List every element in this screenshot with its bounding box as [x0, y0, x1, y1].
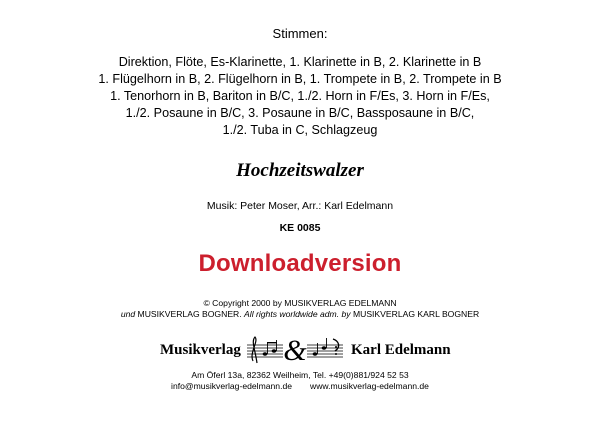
rights-bogner: MUSIKVERLAG BOGNER.	[135, 309, 245, 319]
logo-text-musikverlag: Musikverlag	[160, 342, 241, 358]
instrument-line: 1. Tenorhorn in B, Bariton in B/C, 1./2. Horn in F/Es, 3. Horn in F/Es,	[110, 89, 490, 103]
address-line: Am Öferl 13a, 82362 Weilheim, Tel. +49(0)881/924 52 53	[191, 370, 409, 380]
publisher-logo	[0, 333, 600, 367]
rights-adm: All rights worldwide adm. by	[244, 309, 351, 319]
piece-title: Hochzeitswalzer	[236, 160, 364, 181]
voices-heading: Stimmen:	[272, 26, 328, 41]
catalog-number: KE 0085	[279, 222, 321, 234]
email-link[interactable]: info@musikverlag-edelmann.de	[171, 381, 293, 391]
instrument-line: 1. Flügelhorn in B, 2. Flügelhorn in B, 1. Trompete in B, 2. Trompete in B	[98, 72, 502, 86]
instrument-line: 1./2. Posaune in B/C, 3. Posaune in B/C, Bassposaune in B/C,	[125, 106, 475, 120]
rights-line	[0, 309, 600, 319]
website-link[interactable]: www.musikverlag-edelmann.de	[310, 381, 429, 391]
rights-karl-bogner: MUSIKVERLAG KARL BOGNER	[350, 309, 480, 319]
contact-line	[0, 381, 600, 391]
instrument-line: Direktion, Flöte, Es-Klarinette, 1. Klarinette in B, 2. Klarinette in B	[118, 55, 482, 69]
rights-und: und	[120, 309, 136, 319]
instrument-line: 1./2. Tuba in C, Schlagzeug	[222, 123, 378, 137]
download-version-label: Downloadversion	[198, 250, 402, 277]
logo-text-karl-edelmann: Karl Edelmann	[351, 342, 451, 358]
music-notes-ampersand-icon	[243, 333, 347, 367]
svg-text:&: &	[283, 334, 307, 367]
credits: Musik: Peter Moser, Arr.: Karl Edelmann	[206, 200, 394, 212]
instrument-list	[0, 54, 600, 139]
copyright-line: © Copyright 2000 by MUSIKVERLAG EDELMANN	[203, 298, 397, 308]
